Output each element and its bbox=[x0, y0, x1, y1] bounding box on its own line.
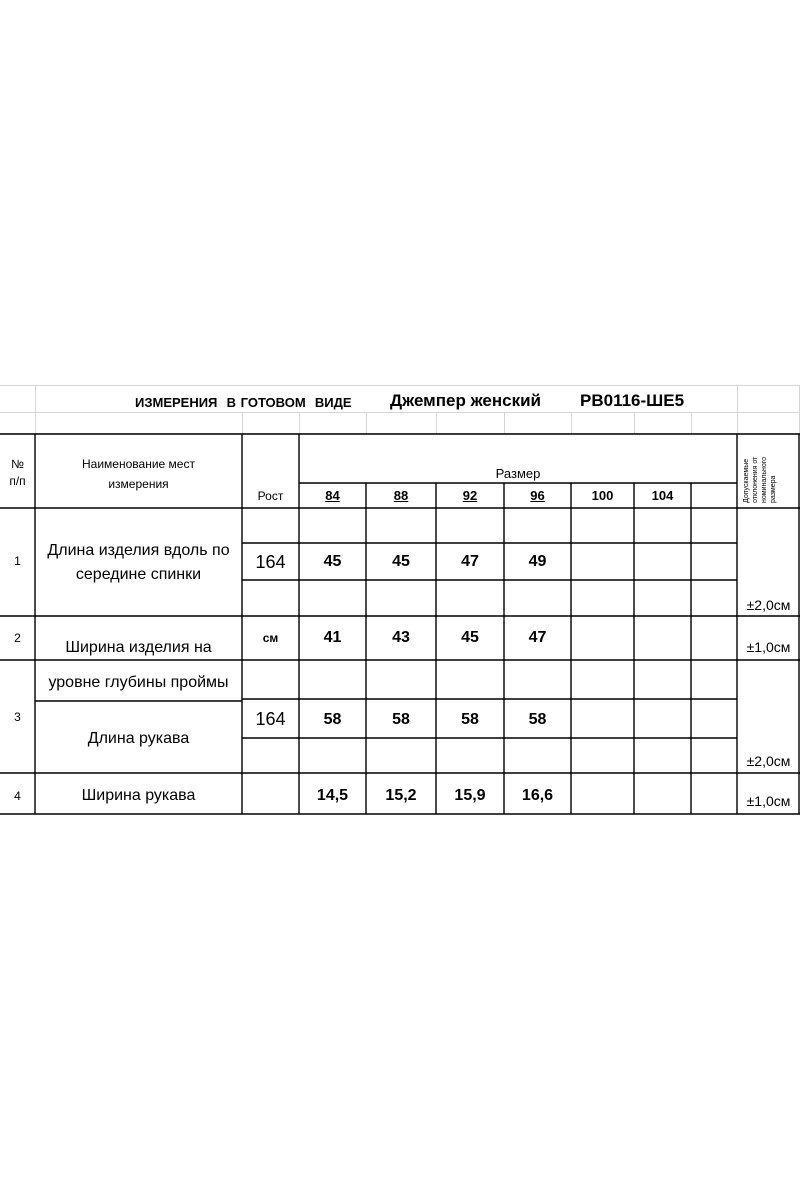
model-code: PB0116-ШЕ5 bbox=[580, 391, 685, 410]
row-3-value-84: 58 bbox=[323, 711, 342, 728]
row-3-number: 3 bbox=[14, 710, 21, 724]
table-subtitle: ИЗМЕРЕНИЯ В ГОТОВОМ ВИДЕ bbox=[135, 395, 352, 410]
column-height-header: Рост bbox=[257, 489, 284, 503]
row-2-value-92: 45 bbox=[461, 629, 479, 646]
row-1-value-88: 45 bbox=[392, 553, 410, 570]
row-3-value-88: 58 bbox=[392, 711, 410, 728]
size-96: 96 bbox=[530, 488, 545, 503]
row-4-number: 4 bbox=[14, 789, 21, 803]
row-4-value-84: 14,5 bbox=[316, 787, 349, 804]
row-3-value-96: 58 bbox=[528, 711, 547, 728]
size-88: 88 bbox=[393, 488, 409, 503]
column-name-header: Наименование мест измерения bbox=[82, 457, 195, 491]
size-92: 92 bbox=[462, 488, 478, 503]
row-3-name: Длина рукава bbox=[87, 730, 190, 747]
row-2-number: 2 bbox=[14, 631, 21, 645]
row-3-height: 164 bbox=[255, 709, 286, 729]
row-1-value-92: 47 bbox=[461, 553, 479, 570]
row-2-value-84: 41 bbox=[323, 629, 342, 646]
size-100: 100 bbox=[591, 488, 614, 503]
product-name: Джемпер женский bbox=[390, 391, 541, 410]
row-4-value-92: 15,9 bbox=[454, 787, 486, 804]
row-1-tolerance: ±2,0см bbox=[746, 597, 791, 613]
row-2-value-96: 47 bbox=[528, 629, 547, 646]
row-1-value-84: 45 bbox=[323, 553, 342, 570]
size-84: 84 bbox=[325, 488, 340, 503]
row-4-value-88: 15,2 bbox=[385, 787, 417, 804]
row-4-name: Ширина рукава bbox=[81, 787, 196, 804]
row-2-value-88: 43 bbox=[392, 629, 410, 646]
size-104: 104 bbox=[651, 488, 674, 503]
row-2-height-unit: см bbox=[262, 631, 279, 645]
row-1-value-96: 49 bbox=[528, 553, 547, 570]
row-1-name: Длина изделия вдоль по середине спинки bbox=[47, 542, 230, 583]
row-4-tolerance: ±1,0см bbox=[746, 793, 791, 809]
row-3-value-92: 58 bbox=[461, 711, 479, 728]
row-4-value-96: 16,6 bbox=[521, 787, 554, 804]
column-size-header: Размер bbox=[495, 466, 541, 481]
row-1-height: 164 bbox=[255, 552, 286, 572]
column-tolerance-header: Допускаемые отклонения от номинального размера bbox=[743, 456, 777, 503]
measurement-table bbox=[0, 385, 800, 815]
table-grid bbox=[0, 385, 800, 815]
row-1-number: 1 bbox=[14, 554, 21, 568]
row-2-tolerance: ±1,0см bbox=[746, 639, 791, 655]
row-3-tolerance: ±2,0см bbox=[746, 753, 791, 769]
row-2-name: Ширина изделия на уровне глубины проймы bbox=[48, 639, 229, 691]
column-number-header: № п/п bbox=[9, 457, 26, 488]
